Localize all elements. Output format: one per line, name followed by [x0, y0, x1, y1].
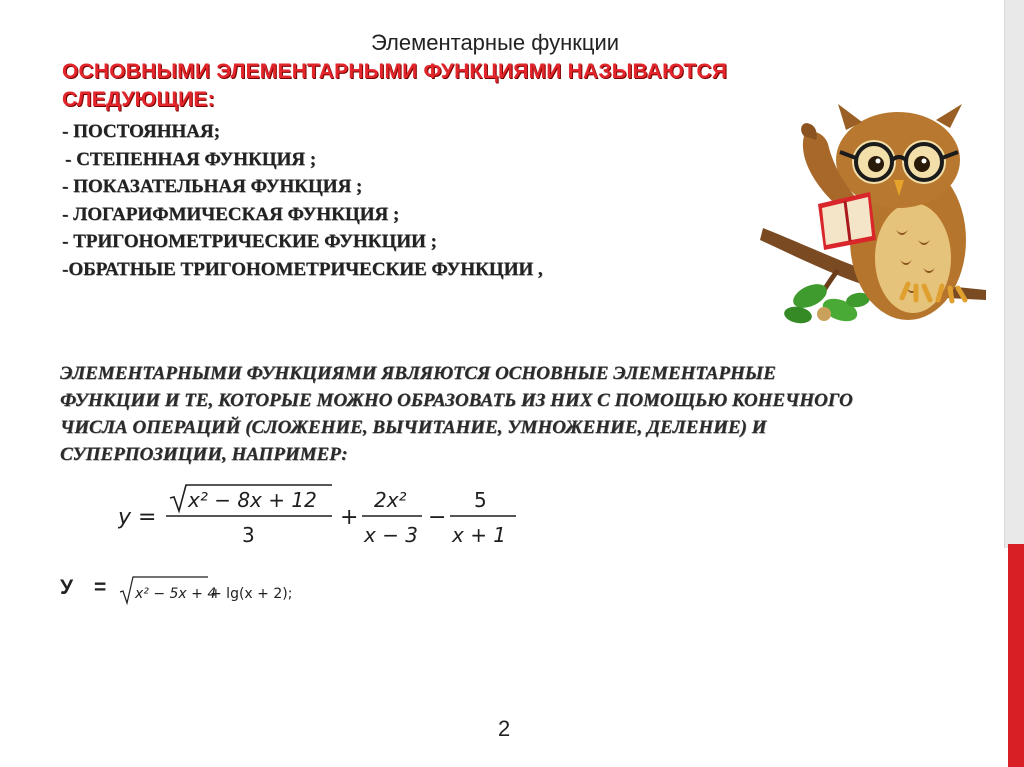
definition-paragraph	[60, 360, 860, 468]
red-heading: ОСНОВНЫМИ ЭЛЕМЕНТАРНЫМИ ФУНКЦИЯМИ НАЗЫВАЮТСЯ СЛЕДУЮЩИЕ:	[62, 60, 728, 111]
formula2-eq: =	[94, 576, 107, 599]
list-item: - ПОКАЗАТЕЛЬНАЯ ФУНКЦИЯ ;	[62, 176, 363, 197]
list-item: - ПОСТОЯННАЯ;	[62, 121, 220, 142]
list-item: - СТЕПЕННАЯ ФУНКЦИЯ ;	[65, 148, 317, 170]
formula1-term1-denominator: 3	[242, 523, 255, 547]
list-item: - ТРИГОНОМЕТРИЧЕСКИЕ ФУНКЦИИ ;	[62, 231, 437, 252]
function-list	[62, 118, 543, 283]
list-item: -ОБРАТНЫЕ ТРИГОНОМЕТРИЧЕСКИЕ ФУНКЦИИ ,	[62, 258, 543, 280]
formula-one	[118, 482, 538, 552]
formula1-term3-denominator: x + 1	[452, 523, 507, 547]
formula1-lhs: y =	[118, 505, 157, 530]
formula2-rest: + lg(x + 2);	[210, 586, 293, 602]
formula1-op2: −	[428, 505, 447, 530]
formula1-op1: +	[340, 505, 359, 530]
formula2-expression	[118, 574, 318, 610]
formula2-radicand: x² − 5x + 4	[135, 586, 217, 602]
formula2-lhs: У	[60, 576, 74, 599]
formula1-term1-numerator: x² − 8x + 12	[188, 488, 317, 512]
formula1-term2-numerator: 2x²	[374, 488, 407, 512]
decorative-stripe-grey	[1004, 0, 1024, 548]
list-item: - ЛОГАРИФМИЧЕСКАЯ ФУНКЦИЯ ;	[62, 203, 400, 225]
formula1-term3-numerator: 5	[474, 488, 487, 512]
decorative-stripe-red	[1008, 544, 1024, 767]
page-number: 2	[498, 716, 511, 741]
owl-reading-book-icon	[758, 100, 988, 332]
slide-title: Элементарные функции	[370, 30, 620, 55]
paragraph-text: ЭЛЕМЕНТАРНЫМИ ФУНКЦИЯМИ ЯВЛЯЮТСЯ ОСНОВНЫЕ ЭЛЕМЕНТАРНЫЕ ФУНКЦИИ И ТЕ, КОТОРЫЕ МОЖНО ОБРАЗОВАТЬ ИЗ НИХ С ПОМОЩЬЮ КОНЕЧНОГО ЧИСЛА ОПЕРАЦИЙ (СЛОЖЕНИЕ, ВЫЧИТАНИЕ, УМНОЖЕНИЕ, ДЕЛЕНИЕ) И СУПЕРПОЗИЦИИ, НАПРИМЕР	[60, 363, 853, 465]
formula1-term2-denominator: x − 3	[364, 523, 419, 547]
paragraph-tail: :	[341, 444, 348, 465]
